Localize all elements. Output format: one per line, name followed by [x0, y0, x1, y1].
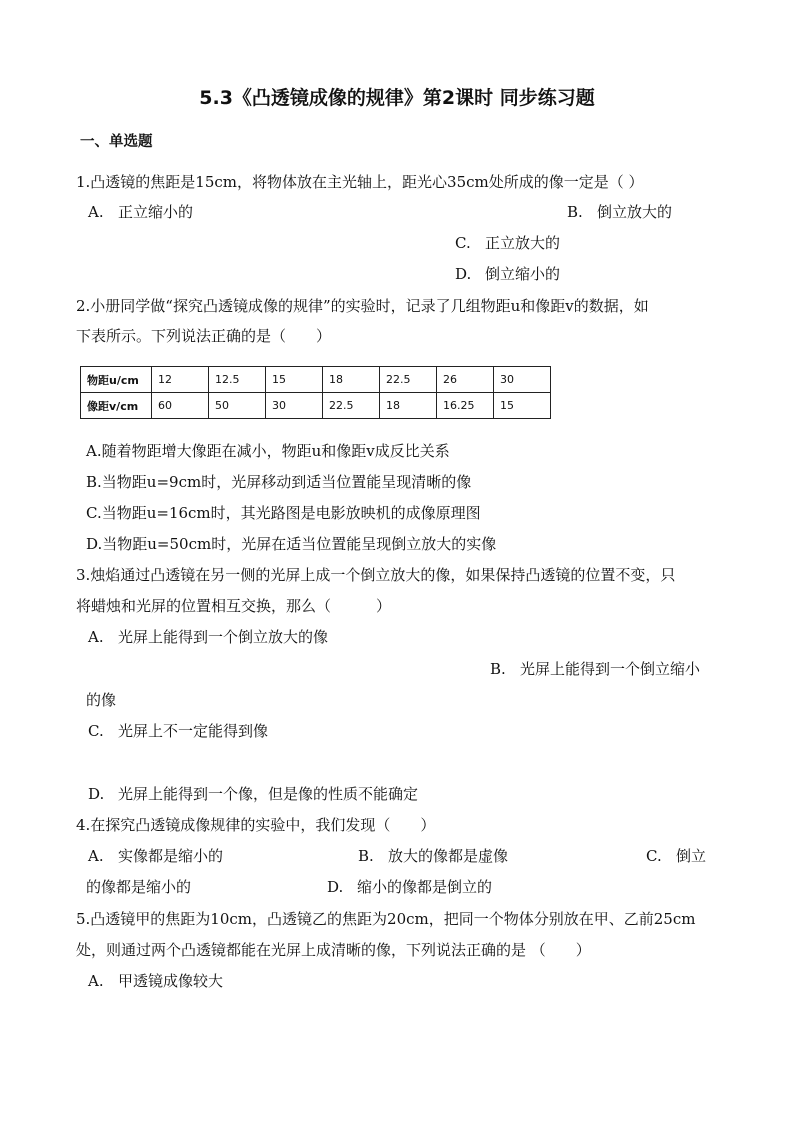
question-5-line-2: 处，则通过两个凸透镜都能在光屏上成清晰的像，下列说法正确的是 （ ）: [76, 941, 591, 959]
q4-option-b: [358, 846, 508, 866]
question-2-line-2: 下表所示。下列说法正确的是（ ）: [76, 327, 332, 345]
option-text: 倒立: [676, 847, 707, 865]
table-cell: 30: [266, 393, 323, 419]
option-text: 光屏上能得到一个倒立缩小: [520, 660, 701, 678]
option-letter: D.: [327, 878, 344, 896]
question-4-text: 4.在探究凸透镜成像规律的实验中，我们发现（ ）: [76, 816, 436, 834]
option-letter: A.: [88, 972, 104, 990]
q3-option-b-continued: 的像: [86, 691, 117, 709]
option-letter: A.: [88, 203, 104, 221]
table-cell: 15: [494, 393, 551, 419]
q1-option-c: [455, 233, 560, 253]
q2-option-d: D.当物距u=50cm时，光屏在适当位置能呈现倒立放大的实像: [86, 535, 497, 553]
question-3-line-2: 将蜡烛和光屏的位置相互交换，那么（ ）: [76, 597, 392, 615]
table-cell: 22.5: [380, 367, 437, 393]
page-title: 5.3《凸透镜成像的规律》第2课时 同步练习题: [199, 87, 595, 109]
q2-option-b: B.当物距u=9cm时，光屏移动到适当位置能呈现清晰的像: [86, 473, 472, 491]
q3-option-c: [88, 721, 268, 741]
q4-option-a: [88, 846, 223, 866]
q4-option-d: [327, 877, 492, 897]
option-text: 正立放大的: [485, 234, 561, 252]
option-letter: D.: [88, 785, 105, 803]
table-cell: 12.5: [209, 367, 266, 393]
option-text: 光屏上不一定能得到像: [118, 722, 269, 740]
table-row: [81, 367, 551, 393]
q4-option-c-continued: 的像都是缩小的: [86, 878, 192, 896]
question-3-line-1: 3.烛焰通过凸透镜在另一侧的光屏上成一个倒立放大的像，如果保持凸透镜的位置不变，只: [76, 566, 676, 584]
table-cell: 12: [152, 367, 209, 393]
option-text: 放大的像都是虚像: [388, 847, 509, 865]
table-cell: 18: [380, 393, 437, 419]
q1-option-b: [567, 202, 672, 222]
question-2-line-1: 2.小册同学做“探究凸透镜成像的规律”的实验时，记录了几组物距u和像距v的数据，如: [76, 297, 649, 315]
table-cell: 15: [266, 367, 323, 393]
option-text: 甲透镜成像较大: [118, 972, 224, 990]
option-letter: B.: [358, 847, 374, 865]
option-letter: D.: [455, 265, 472, 283]
q3-option-b: [490, 659, 700, 679]
q5-option-a: [88, 971, 223, 991]
question-1-text: 1.凸透镜的焦距是15cm，将物体放在主光轴上，距光心35cm处所成的像一定是（ ）: [76, 173, 644, 191]
q4-option-c: [646, 846, 706, 866]
option-letter: A.: [88, 847, 104, 865]
table-cell: 50: [209, 393, 266, 419]
q3-option-a: [88, 627, 328, 647]
option-text: 正立缩小的: [118, 203, 194, 221]
table-cell: 16.25: [437, 393, 494, 419]
section-heading: 一、单选题: [80, 134, 153, 150]
distance-data-table: [80, 366, 551, 419]
table-cell: 18: [323, 367, 380, 393]
option-letter: B.: [490, 660, 506, 678]
option-text: 倒立缩小的: [485, 265, 561, 283]
table-cell: 26: [437, 367, 494, 393]
table-cell: 30: [494, 367, 551, 393]
option-text: 光屏上能得到一个倒立放大的像: [118, 628, 329, 646]
option-letter: A.: [88, 628, 104, 646]
q2-option-a: A.随着物距增大像距在减小，物距u和像距v成反比关系: [86, 442, 450, 460]
option-letter: C.: [455, 234, 471, 252]
option-letter: C.: [88, 722, 104, 740]
q1-option-d: [455, 264, 560, 284]
option-letter: B.: [567, 203, 583, 221]
q1-option-a: [88, 202, 193, 222]
option-letter: C.: [646, 847, 662, 865]
option-text: 缩小的像都是倒立的: [357, 878, 493, 896]
option-text: 实像都是缩小的: [118, 847, 224, 865]
option-text: 光屏上能得到一个像，但是像的性质不能确定: [118, 785, 419, 803]
option-text: 倒立放大的: [597, 203, 673, 221]
q2-option-c: C.当物距u=16cm时，其光路图是电影放映机的成像原理图: [86, 504, 481, 522]
row-header-image-distance: 像距v/cm: [81, 393, 152, 419]
question-5-line-1: 5.凸透镜甲的焦距为10cm，凸透镜乙的焦距为20cm，把同一个物体分别放在甲、乙前25cm: [76, 910, 696, 928]
table-cell: 60: [152, 393, 209, 419]
table-row: [81, 393, 551, 419]
q3-option-d: [88, 784, 418, 804]
row-header-object-distance: 物距u/cm: [81, 367, 152, 393]
table-cell: 22.5: [323, 393, 380, 419]
